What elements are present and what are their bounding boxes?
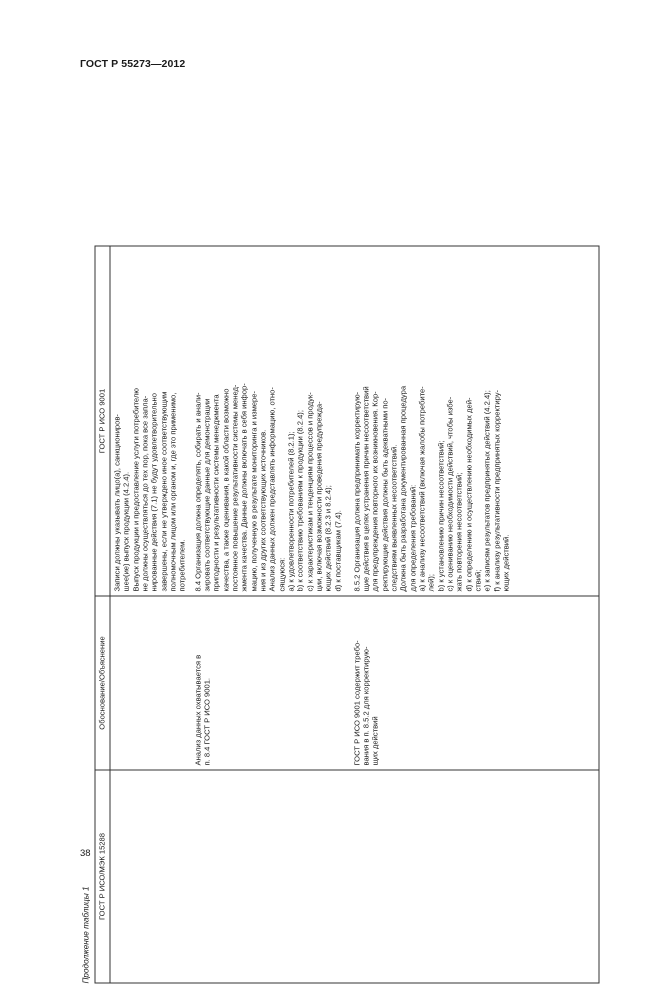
text-line: Должна быть разработана документированная процедура	[398, 385, 408, 592]
text-line: следствиям выявленных несоответствий.	[389, 444, 399, 592]
text-line: зировать соответствующие данные для демонстрации	[202, 398, 212, 592]
text-line: пригодности и результативности системы менеджмента	[211, 394, 221, 592]
cell-rationale	[191, 596, 350, 770]
cell-iso15288	[191, 770, 350, 983]
text-line: ции, включая возможности проведения предупрежда-	[314, 401, 324, 592]
text-line: e) к записям результатов предпринятых действий (4.2.4);	[482, 390, 492, 592]
text-line: качества, а также оценивания, в какой области возможно	[221, 388, 231, 592]
cell-rationale	[350, 596, 599, 770]
text-line: жать повторения несоответствий;	[454, 472, 464, 592]
text-line: ректирующие действия должны быть адекватными по-	[380, 397, 390, 592]
text-line: b) к установлению причин несоответствий;	[436, 440, 446, 592]
text-line: a) к удовлетворенности потребителей (8.2.1);	[286, 431, 296, 592]
rotated-table-block	[82, 247, 596, 984]
text-line: сящуюся:	[277, 557, 287, 592]
text-line: b) к соответствию требованиям к продукции (8.2.4);	[295, 410, 305, 592]
text-line: для определения требований:	[408, 484, 418, 592]
text-line: мацию, полученную в результате мониторинга и измере-	[249, 390, 259, 592]
text-line: жмента качества. Данные должны включать в себя инфор-	[239, 383, 249, 592]
text-line: a) к анализу несоответствий (включая жалобы потребите-	[417, 386, 427, 592]
text-line: лей);	[426, 573, 436, 592]
text-line: Выпуск продукции и предоставление услуги потребителю	[131, 388, 141, 592]
cell-iso15288	[350, 770, 599, 983]
text-line: 8.5.2 Организация должна предпринимать корректирую-	[352, 391, 361, 592]
text-line: п. 8.4 ГОСТ Р ИСО 9001.	[202, 677, 212, 766]
column-header-rationale: Обоснование/Объяснение	[95, 596, 110, 770]
text-line: c) к характеристикам и тенденциям процессов и продук-	[305, 392, 315, 592]
cell-iso15288	[110, 770, 191, 983]
text-line: ГОСТ Р ИСО 9001 содержит требо-	[352, 640, 361, 766]
table-row	[191, 246, 350, 983]
table-row	[110, 246, 191, 983]
text-line: завершены, если не утверждено иное соответствующим	[159, 391, 169, 592]
table-header-row	[95, 246, 110, 983]
text-line: 8.4 Организация должна определять, собирать и анали-	[193, 392, 202, 592]
text-line: c) к оцениванию необходимости действий, чтобы избе-	[445, 396, 455, 592]
comparison-table	[95, 246, 600, 984]
text-line: Анализ данных охватывается в	[193, 654, 202, 766]
column-header-iso9001: ГОСТ Р ИСО 9001	[95, 246, 110, 596]
text-line: потребителем.	[177, 539, 187, 592]
text-line: Записи должны указывать лицо(а), санкциониров-	[112, 414, 122, 592]
text-line: ствий;	[473, 569, 483, 592]
text-line: f) к анализу результативности предпринятых корректиру-	[492, 389, 502, 592]
table-body	[110, 246, 599, 983]
cell-rationale	[110, 596, 191, 770]
cell-iso9001	[350, 246, 599, 596]
text-line: вания в п. 8.5.2 для корректирую-	[361, 646, 371, 766]
text-line: ющих действий (8.2.3 и 8.2.4);	[323, 485, 333, 592]
text-line: не должны осуществляться до тех пор, пока все запла-	[140, 395, 150, 592]
table-row	[350, 246, 599, 983]
text-line: d) к поставщикам (7.4).	[333, 510, 343, 592]
text-line: щих действий	[370, 716, 380, 766]
text-line: щие действия в целях устранения причин несоответствий	[361, 386, 371, 592]
text-line: полномочным лицом или органом и, где это применимо,	[168, 392, 178, 592]
text-line: нированные действия (7.1) не будут удовлетворительно	[149, 393, 159, 592]
table-continuation-caption: Продолжение таблицы 1	[81, 886, 91, 984]
text-line: Анализ данных должен представлять информацию, отно-	[267, 387, 277, 592]
text-line: шее(ие) выпуск продукции (4.2.4).	[121, 471, 131, 592]
text-line: ния и из других соответствующих источников.	[258, 429, 268, 592]
text-line: ющих действий.	[501, 534, 511, 592]
document-header: ГОСТ Р 55273—2012	[80, 58, 186, 70]
text-line: для предупреждения повторного их возникновения. Кор-	[370, 391, 380, 592]
column-header-iso15288: ГОСТ Р ИСО/МЭК 15288	[95, 770, 110, 983]
text-line: постоянное повышение результативности системы менед-	[230, 384, 240, 592]
text-line: d) к определению и осуществлению необходимых дей-	[464, 397, 474, 592]
cell-iso9001	[191, 246, 350, 596]
page-number: 38	[80, 848, 91, 859]
cell-iso9001	[110, 246, 191, 596]
